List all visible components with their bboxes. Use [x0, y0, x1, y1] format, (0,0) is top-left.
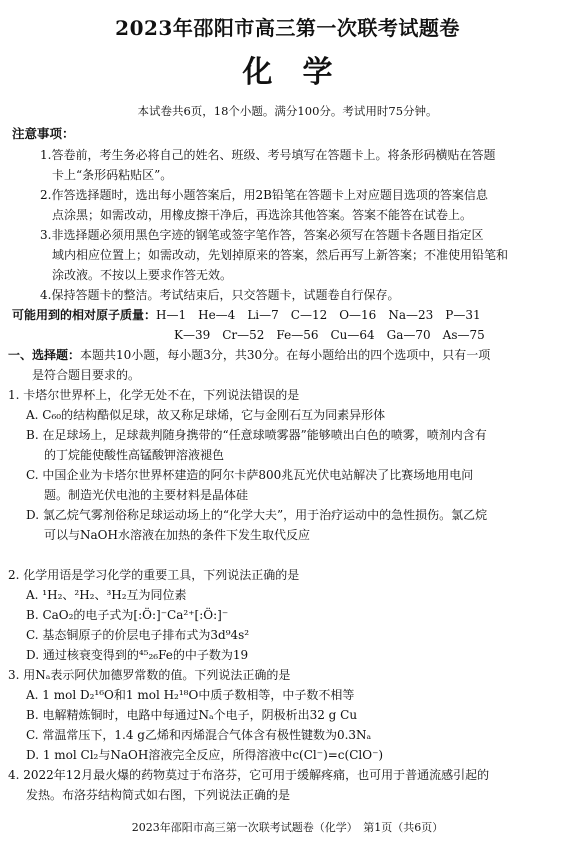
exam-info: 本试卷共6页，18个小题。满分100分。考试用时75分钟。 [137, 104, 438, 118]
question-2-option-a: A. ¹H₂、²H₂、³H₂互为同位素 [26, 588, 187, 602]
question-1-option-a: A. C₆₀的结构酷似足球，故又称足球烯，它与金刚石互为同素异形体 [26, 408, 386, 422]
notice-item-3: 3.非选择题必须用黑色字迹的钢笔或签字笔作答，答案必须写在答题卡各题目指定区 域内相应位置上；如需改动，先划掉原来的答案，然后再写上新答案；不准使用铅笔和 涂改液。不按以上要求作答无效。 [40, 228, 509, 282]
question-3-option-c: C. 常温常压下，1.4 g乙烯和丙烯混合气体含有极性键数为0.3Nₐ [26, 728, 372, 742]
question-2-option-b: B. CaO₂的电子式为[:Ö:]⁻Ca²⁺[:Ö:]⁻ [26, 608, 229, 622]
atomic-mass: 可能用到的相对原子质量：H—1 He—4 Li—7 C—12 O—16 Na—23 P—31 K—39 Cr—52 Fe—56 Cu—64 Ga—70 As—75 [12, 308, 485, 342]
section-label: 一、选择题： [8, 348, 81, 362]
subject-title: 化学 [242, 55, 363, 90]
question-3-stem: 3. 用Nₐ表示阿伏加德罗常数的值。下列说法正确的是 [8, 668, 291, 682]
question-1-option-b: B. 在足球场上，足球裁判随身携带的“任意球喷雾器”能够喷出白色的喷雾，喷剂内含有 的丁烷能使酸性高锰酸钾溶液褪色 [26, 428, 487, 462]
notice-item-1: 1.答卷前，考生务必将自己的姓名、班级、考号填写在答题卡上。将条形码横贴在答题 卡上“条形码粘贴区”。 [40, 148, 496, 182]
question-1-option-c: C. 中国企业为卡塔尔世界杯建造的阿尔卡萨800兆瓦光伏电站解决了比赛场地用电问 题。制造光伏电池的主要材料是晶体硅 [26, 468, 474, 502]
exam-title: 2023年邵阳市高三第一次联考试题卷 [115, 16, 460, 40]
notice-item-2: 2.作答选择题时，选出每小题答案后，用2B铅笔在答题卡上对应题目选项的答案信息 点涂黑；如需改动，用橡皮擦干净后，再选涂其他答案。答案不能答在试卷上。 [40, 188, 488, 222]
question-2-option-d: D. 通过核衰变得到的⁴⁵₂₆Fe的中子数为19 [26, 648, 249, 662]
question-1-stem: 1. 卡塔尔世界杯上，化学无处不在，下列说法错误的是 [8, 388, 300, 402]
question-2-stem: 2. 化学用语是学习化学的重要工具，下列说法正确的是 [8, 568, 300, 582]
question-3-option-d: D. 1 mol Cl₂与NaOH溶液完全反应，所得溶液中c(Cl⁻)=c(ClO⁻) [26, 748, 384, 762]
section-header: 一、选择题：本题共10小题，每小题3分，共30分。在每小题给出的四个选项中，只有一项 是符合题目要求的。 [8, 348, 491, 382]
question-1-option-d: D. 氯乙烷气雾剂俗称足球运动场上的“化学大夫”，用于治疗运动中的急性损伤。氯乙烷 可以与NaOH水溶液在加热的条件下发生取代反应 [26, 508, 488, 542]
notice-title: 注意事项： [12, 126, 75, 141]
atomic-mass-label: 可能用到的相对原子质量： [12, 308, 157, 322]
question-4-stem: 4. 2022年12月最火爆的药物莫过于布洛芬，它可用于缓解疼痛，也可用于普通流感引起的 发热。布洛芬结构简式如右图，下列说法正确的是 [8, 768, 490, 802]
question-1 [8, 385, 487, 545]
question-3-option-a: A. 1 mol D₂¹⁶O和1 mol H₂¹⁸O中质子数相等，中子数不相等 [26, 688, 355, 702]
question-4 [8, 765, 568, 805]
question-2-option-c: C. 基态铜原子的价层电子排布式为3d⁹4s² [26, 628, 250, 642]
question-2 [8, 565, 299, 665]
notice-item-4: 4.保持答题卡的整洁。考试结束后，只交答题卡，试题卷自行保存。 [40, 288, 400, 302]
page-footer: 2023年邵阳市高三第一次联考试题卷（化学） 第1页（共6页） [131, 821, 444, 834]
question-3-option-b: B. 电解精炼铜时，电路中每通过Nₐ个电子，阴极析出32 g Cu [26, 708, 358, 722]
question-3 [8, 665, 383, 765]
